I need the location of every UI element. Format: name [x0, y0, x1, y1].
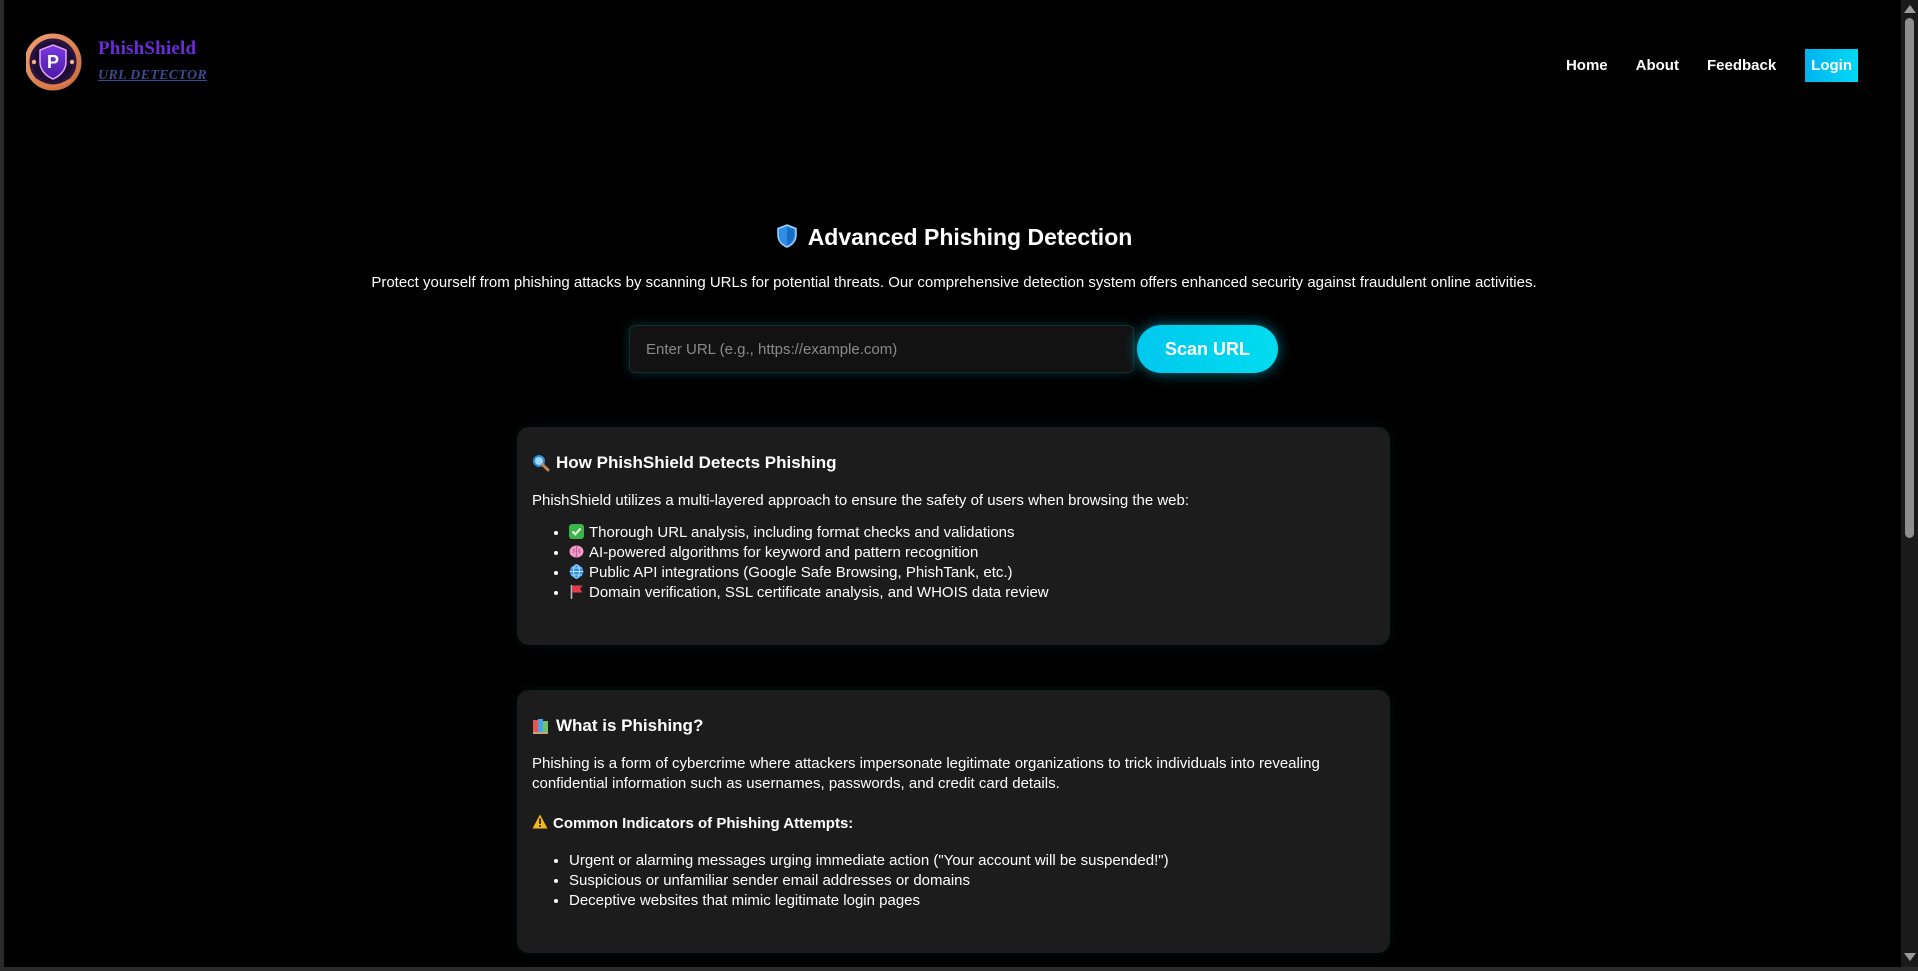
list-item-text: Public API integrations (Google Safe Browsing, PhishTank, etc.): [589, 564, 1013, 581]
login-button[interactable]: Login: [1805, 49, 1858, 82]
what-is-phishing-card: [517, 690, 1390, 953]
scrollbar-thumb[interactable]: [1905, 18, 1914, 538]
top-nav: [1538, 49, 1858, 82]
brand-subtitle[interactable]: URL DETECTOR: [98, 68, 208, 83]
list-item: • Deceptive websites that mimic legitimate login pages: [569, 891, 1375, 911]
detection-methods-list: [532, 523, 1375, 603]
hero-heading: [4, 224, 1904, 254]
list-item: [569, 563, 1375, 583]
scroll-up-arrow-icon[interactable]: [1904, 5, 1916, 13]
how-card-intro: PhishShield utilizes a multi-layered approach to ensure the safety of users when browsing the web:: [532, 492, 1190, 509]
list-item: • Urgent or alarming messages urging immediate action ("Your account will be suspended!"): [569, 851, 1375, 871]
how-card-title: [532, 453, 1375, 473]
brand-title: PhishShield: [98, 38, 197, 59]
indicators-heading-text: Common Indicators of Phishing Attempts:: [553, 815, 854, 832]
books-icon: [532, 717, 550, 735]
what-card-intro: Phishing is a form of cybercrime where attackers impersonate legitimate organizations to trick individuals into revealing confidential information such as usernames, passwords, and credit card details.: [532, 755, 1320, 792]
indicators-heading: [532, 814, 1375, 833]
how-it-works-card: [517, 427, 1390, 645]
shield-logo-icon: [26, 32, 96, 92]
scan-url-button[interactable]: Scan URL: [1137, 325, 1278, 373]
how-card-title-text: How PhishShield Detects Phishing: [556, 453, 837, 472]
indicators-list: [532, 851, 1375, 911]
nav-feedback-link[interactable]: Feedback: [1706, 57, 1777, 74]
scan-form: [629, 325, 1278, 373]
list-item-text: AI-powered algorithms for keyword and pattern recognition: [589, 544, 979, 561]
globe-icon: [569, 564, 584, 579]
svg-text:P: P: [46, 52, 60, 72]
warning-icon: [532, 814, 548, 833]
list-item: [569, 583, 1375, 603]
list-item: [569, 543, 1375, 563]
list-item: • Suspicious or unfamiliar sender email addresses or domains: [569, 871, 1375, 891]
what-card-title-text: What is Phishing?: [556, 716, 704, 735]
red-flag-icon: [569, 584, 584, 599]
scroll-down-arrow-icon[interactable]: [1904, 953, 1916, 961]
shield-icon: [776, 224, 798, 254]
nav-home-link[interactable]: Home: [1565, 57, 1608, 74]
vertical-scrollbar[interactable]: [1901, 0, 1918, 967]
nav-about-link[interactable]: About: [1635, 57, 1679, 74]
list-item: [569, 523, 1375, 543]
what-card-title: [532, 716, 1375, 736]
brand-logo[interactable]: [26, 32, 207, 92]
check-mark-icon: [569, 524, 584, 539]
brain-icon: [569, 544, 584, 559]
hero-title-text: Advanced Phishing Detection: [807, 224, 1133, 250]
hero-description: Protect yourself from phishing attacks by scanning URLs for potential threats. Our comprehensive detection system offers enhanced security against fraudulent online activities.: [371, 274, 1537, 291]
url-input[interactable]: [629, 325, 1134, 373]
list-item-text: Domain verification, SSL certificate analysis, and WHOIS data review: [589, 584, 1049, 601]
magnifying-glass-icon: [532, 454, 550, 472]
list-item-text: Thorough URL analysis, including format checks and validations: [589, 524, 1015, 541]
